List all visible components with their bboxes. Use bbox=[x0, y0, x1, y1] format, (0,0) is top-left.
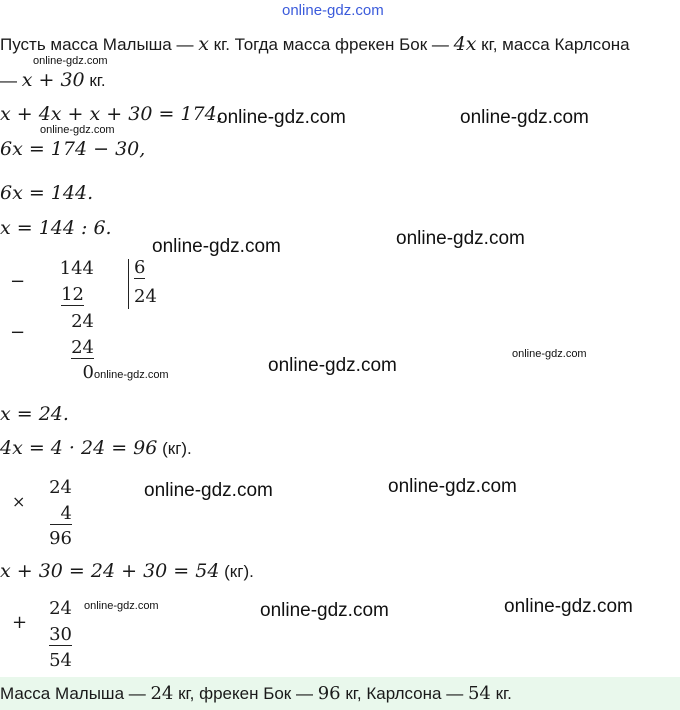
intro-expr: x + 30 bbox=[21, 69, 85, 91]
answer-part-1: Масса Малыша — bbox=[0, 684, 151, 703]
equation-4: x = 144 : 6. bbox=[0, 217, 112, 239]
intro-var-x: x bbox=[198, 33, 209, 55]
division-subtrahend-2-value: 24 bbox=[71, 337, 94, 358]
intro-text-c: кг, масса Карлсона bbox=[476, 35, 630, 54]
intro-line-2 bbox=[0, 69, 106, 91]
division-divisor-value: 6 bbox=[134, 257, 146, 278]
division-remainder-final: 0 bbox=[82, 362, 94, 383]
watermark-large-3: online-gdz.com bbox=[152, 236, 281, 257]
add-operand-2-value: 30 bbox=[49, 624, 72, 645]
division-subtrahend-2 bbox=[66, 337, 94, 359]
multiply-sign: × bbox=[12, 492, 26, 511]
intro-text-a: Пусть масса Малыша — bbox=[0, 35, 199, 54]
result-x: x = 24. bbox=[0, 403, 69, 425]
watermark-small-4: online-gdz.com bbox=[512, 348, 587, 360]
intro-var-4x: 4x bbox=[453, 33, 477, 55]
answer-part-4: кг. bbox=[490, 684, 512, 703]
watermark-small-5: online-gdz.com bbox=[84, 600, 159, 612]
add-sign: + bbox=[12, 612, 28, 633]
top-watermark: online-gdz.com bbox=[282, 2, 384, 19]
division-subtrahend-1-value: 12 bbox=[61, 284, 84, 305]
equation-3: 6x = 144. bbox=[0, 182, 94, 204]
watermark-small-1: online-gdz.com bbox=[33, 55, 108, 67]
intro-line-1 bbox=[0, 33, 630, 55]
result-sum-expr: x + 30 = 24 + 30 = 54 bbox=[0, 560, 220, 582]
watermark-large-9: online-gdz.com bbox=[504, 596, 633, 617]
answer-text bbox=[0, 683, 512, 704]
add-operand-2 bbox=[42, 624, 72, 646]
result-4x-unit: (кг). bbox=[157, 439, 192, 458]
division-minus-1: − bbox=[10, 271, 26, 292]
multiply-operand-2 bbox=[42, 503, 72, 525]
watermark-large-5: online-gdz.com bbox=[268, 355, 397, 376]
division-remainder-1: 24 bbox=[71, 311, 94, 332]
answer-part-2: кг, фрекен Бок — bbox=[173, 684, 318, 703]
answer-part-3: кг, Карлсона — bbox=[340, 684, 468, 703]
result-sum bbox=[0, 560, 254, 582]
watermark-large-8: online-gdz.com bbox=[260, 600, 389, 621]
watermark-large-6: online-gdz.com bbox=[144, 480, 273, 501]
result-4x bbox=[0, 437, 192, 459]
intro-text-e: кг. bbox=[84, 71, 106, 90]
intro-text-b: кг. Тогда масса фрекен Бок — bbox=[208, 35, 454, 54]
add-operand-1: 24 bbox=[49, 598, 72, 619]
watermark-large-7: online-gdz.com bbox=[388, 476, 517, 497]
multiply-result: 96 bbox=[49, 528, 72, 549]
multiply-operand-2-value: 4 bbox=[50, 504, 72, 525]
result-sum-unit: (кг). bbox=[219, 562, 254, 581]
watermark-small-2: online-gdz.com bbox=[40, 124, 115, 136]
watermark-large-2: online-gdz.com bbox=[460, 107, 589, 128]
division-vertical-line bbox=[128, 259, 129, 309]
result-4x-expr: 4x = 4 · 24 = 96 bbox=[0, 437, 158, 459]
division-dividend: 144 bbox=[59, 258, 94, 279]
division-divisor bbox=[134, 257, 160, 279]
division-minus-2: − bbox=[10, 322, 26, 343]
answer-value-1: 24 bbox=[150, 683, 174, 704]
equation-1: x + 4x + x + 30 = 174, bbox=[0, 103, 223, 125]
multiply-operand-1: 24 bbox=[49, 477, 72, 498]
equation-2: 6x = 174 − 30, bbox=[0, 138, 146, 160]
answer-value-3: 54 bbox=[467, 683, 491, 704]
division-quotient: 24 bbox=[134, 286, 157, 307]
answer-value-2: 96 bbox=[317, 683, 341, 704]
watermark-large-1: online-gdz.com bbox=[217, 107, 346, 128]
intro-text-d: — bbox=[0, 71, 22, 90]
add-result: 54 bbox=[49, 650, 72, 671]
watermark-large-4: online-gdz.com bbox=[396, 228, 525, 249]
division-subtrahend-1 bbox=[58, 284, 84, 306]
watermark-small-3: online-gdz.com bbox=[94, 369, 169, 381]
